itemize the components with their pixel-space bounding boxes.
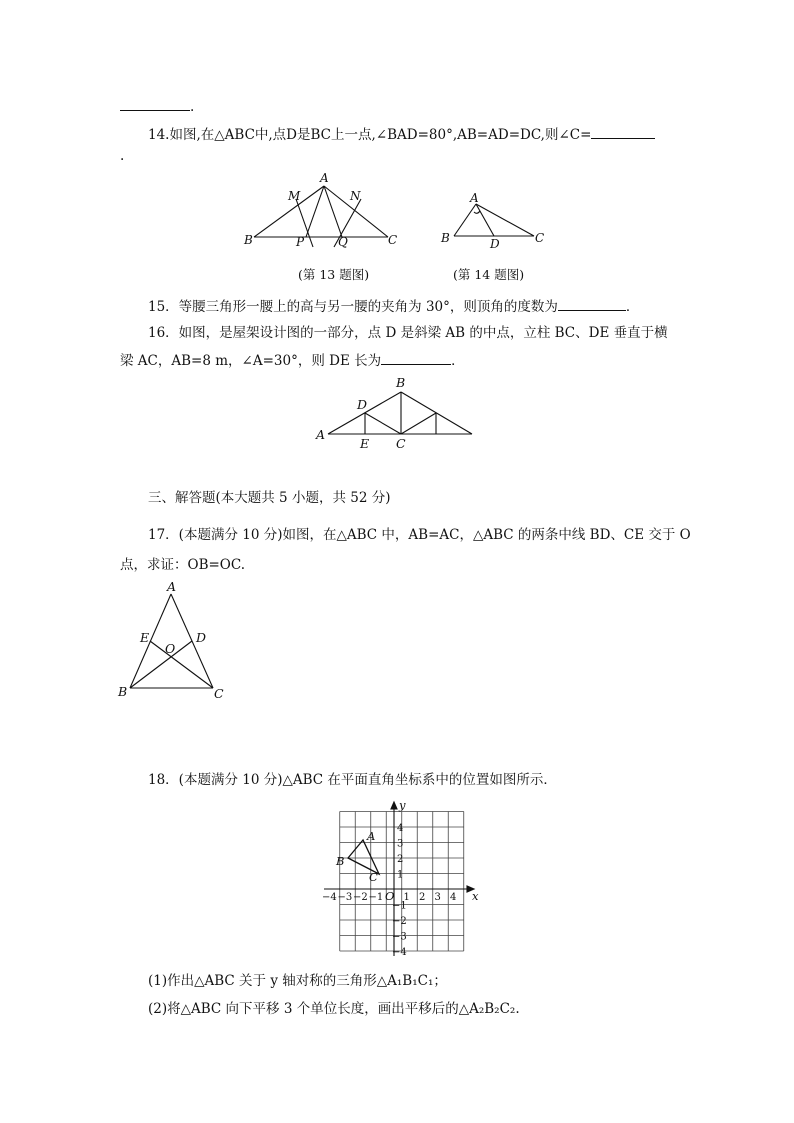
question-18-part-1: (1)作出△ABC 关于 y 轴对称的三角形△A₁B₁C₁； [148,973,447,989]
x-tick-label: −1 [368,892,384,903]
label-e: E [140,630,150,645]
previous-answer-blank [120,96,194,117]
label-b: B [396,375,406,390]
x-tick-label: −4 [322,892,337,903]
answer-blank-15[interactable] [558,296,626,311]
x-tick-label: −3 [337,892,353,903]
label-q: Q [338,235,348,249]
y-tick-label: 2 [397,854,404,865]
answer-blank[interactable] [120,96,190,111]
question-14 [148,124,655,145]
y-tick-label: 4 [397,823,404,834]
label-d: D [490,237,500,251]
y-axis-arrow [391,802,397,809]
question-16-line-2 [120,350,465,371]
figure-16-roof-truss [312,372,482,452]
label-b: B [336,854,345,868]
x-tick-label: 4 [450,892,457,903]
line-ab [454,204,476,236]
y-axis-label: y [399,798,406,812]
label-a: A [320,171,329,185]
x-tick-label: −2 [353,892,368,903]
x-tick-label: 2 [419,892,426,903]
figure-13-caption: (第 13 题图) [298,267,370,282]
label-m: M [288,189,301,203]
label-c: C [535,231,545,245]
line-ap [306,186,324,237]
label-a: A [316,427,326,442]
label-c: C [388,233,398,247]
label-o: O [165,641,176,656]
x-axis-label: x [472,889,479,903]
origin-label: O [385,889,395,903]
triangle-abc [348,840,379,874]
question-17-line-1: 17．(本题满分 10 分)如图，在△ABC 中，AB=AC，△ABC 的两条中线 BD、CE 交于 O [148,527,691,543]
x-tick-label: 1 [403,892,410,903]
y-tick-label: −4 [392,947,407,958]
section-3-heading: 三、解答题(本大题共 5 小题，共 52 分) [148,490,391,506]
question-17-line-2: 点，求证：OB=OC. [120,557,246,573]
y-tick-label: 3 [397,838,404,850]
label-a: A [470,191,479,205]
brace-right [401,413,436,434]
question-16-tail: ． [451,353,465,369]
y-tick-label: −3 [392,931,407,943]
y-tick-label: −1 [392,900,407,912]
brace-left [365,413,401,434]
label-p: P [296,235,305,249]
label-b: B [441,231,450,245]
question-14-text: 14.如图,在△ABC中,点D是BC上一点,∠BAD=80°,AB=AD=DC,则∠C= [148,127,592,143]
x-tick-label: 3 [434,892,441,903]
answer-blank-14[interactable] [591,124,655,139]
figure-18-coordinate-grid [310,798,486,964]
angle-arc [474,211,480,213]
figure-14-caption: (第 14 题图) [453,267,525,282]
question-14-tail [120,146,124,166]
question-14-tail-text: . [120,148,125,164]
y-tick-label: −2 [392,916,407,927]
figure-17-isosceles-triangle [114,578,234,704]
label-c: C [369,870,378,884]
figure-13 [240,168,410,254]
label-b: B [118,684,128,699]
blank-tail: . [190,99,195,115]
question-16-line-1: 16．如图，是屋架设计图的一部分，点 D 是斜梁 AB 的中点，立柱 BC、DE 垂直于横 [148,325,668,341]
label-d: D [196,630,207,645]
question-15-tail: ． [625,299,640,315]
question-18-part-2: (2)将△ABC 向下平移 3 个单位长度，画出平移后的△A₂B₂C₂. [148,1001,520,1017]
label-d: D [357,397,368,412]
label-n: N [350,189,361,203]
question-15-text: 15．等腰三角形一腰上的高与另一腰的夹角为 30°，则顶角的度数为 [148,299,558,315]
question-16-text: 梁 AC，AB=8 m，∠A=30°，则 DE 长为 [120,353,382,369]
label-c: C [396,436,406,451]
median-bd [130,641,192,688]
question-18-intro: 18．(本题满分 10 分)△ABC 在平面直角坐标系中的位置如图所示． [148,772,557,788]
answer-blank-16[interactable] [381,350,451,365]
figure-14 [436,190,556,252]
label-c: C [214,686,224,701]
label-e: E [360,436,370,451]
label-a: A [167,579,177,594]
y-tick-label: 1 [397,869,404,881]
label-b: B [244,233,253,247]
label-a: A [367,829,376,843]
median-ce [150,641,213,688]
question-15 [148,296,639,317]
